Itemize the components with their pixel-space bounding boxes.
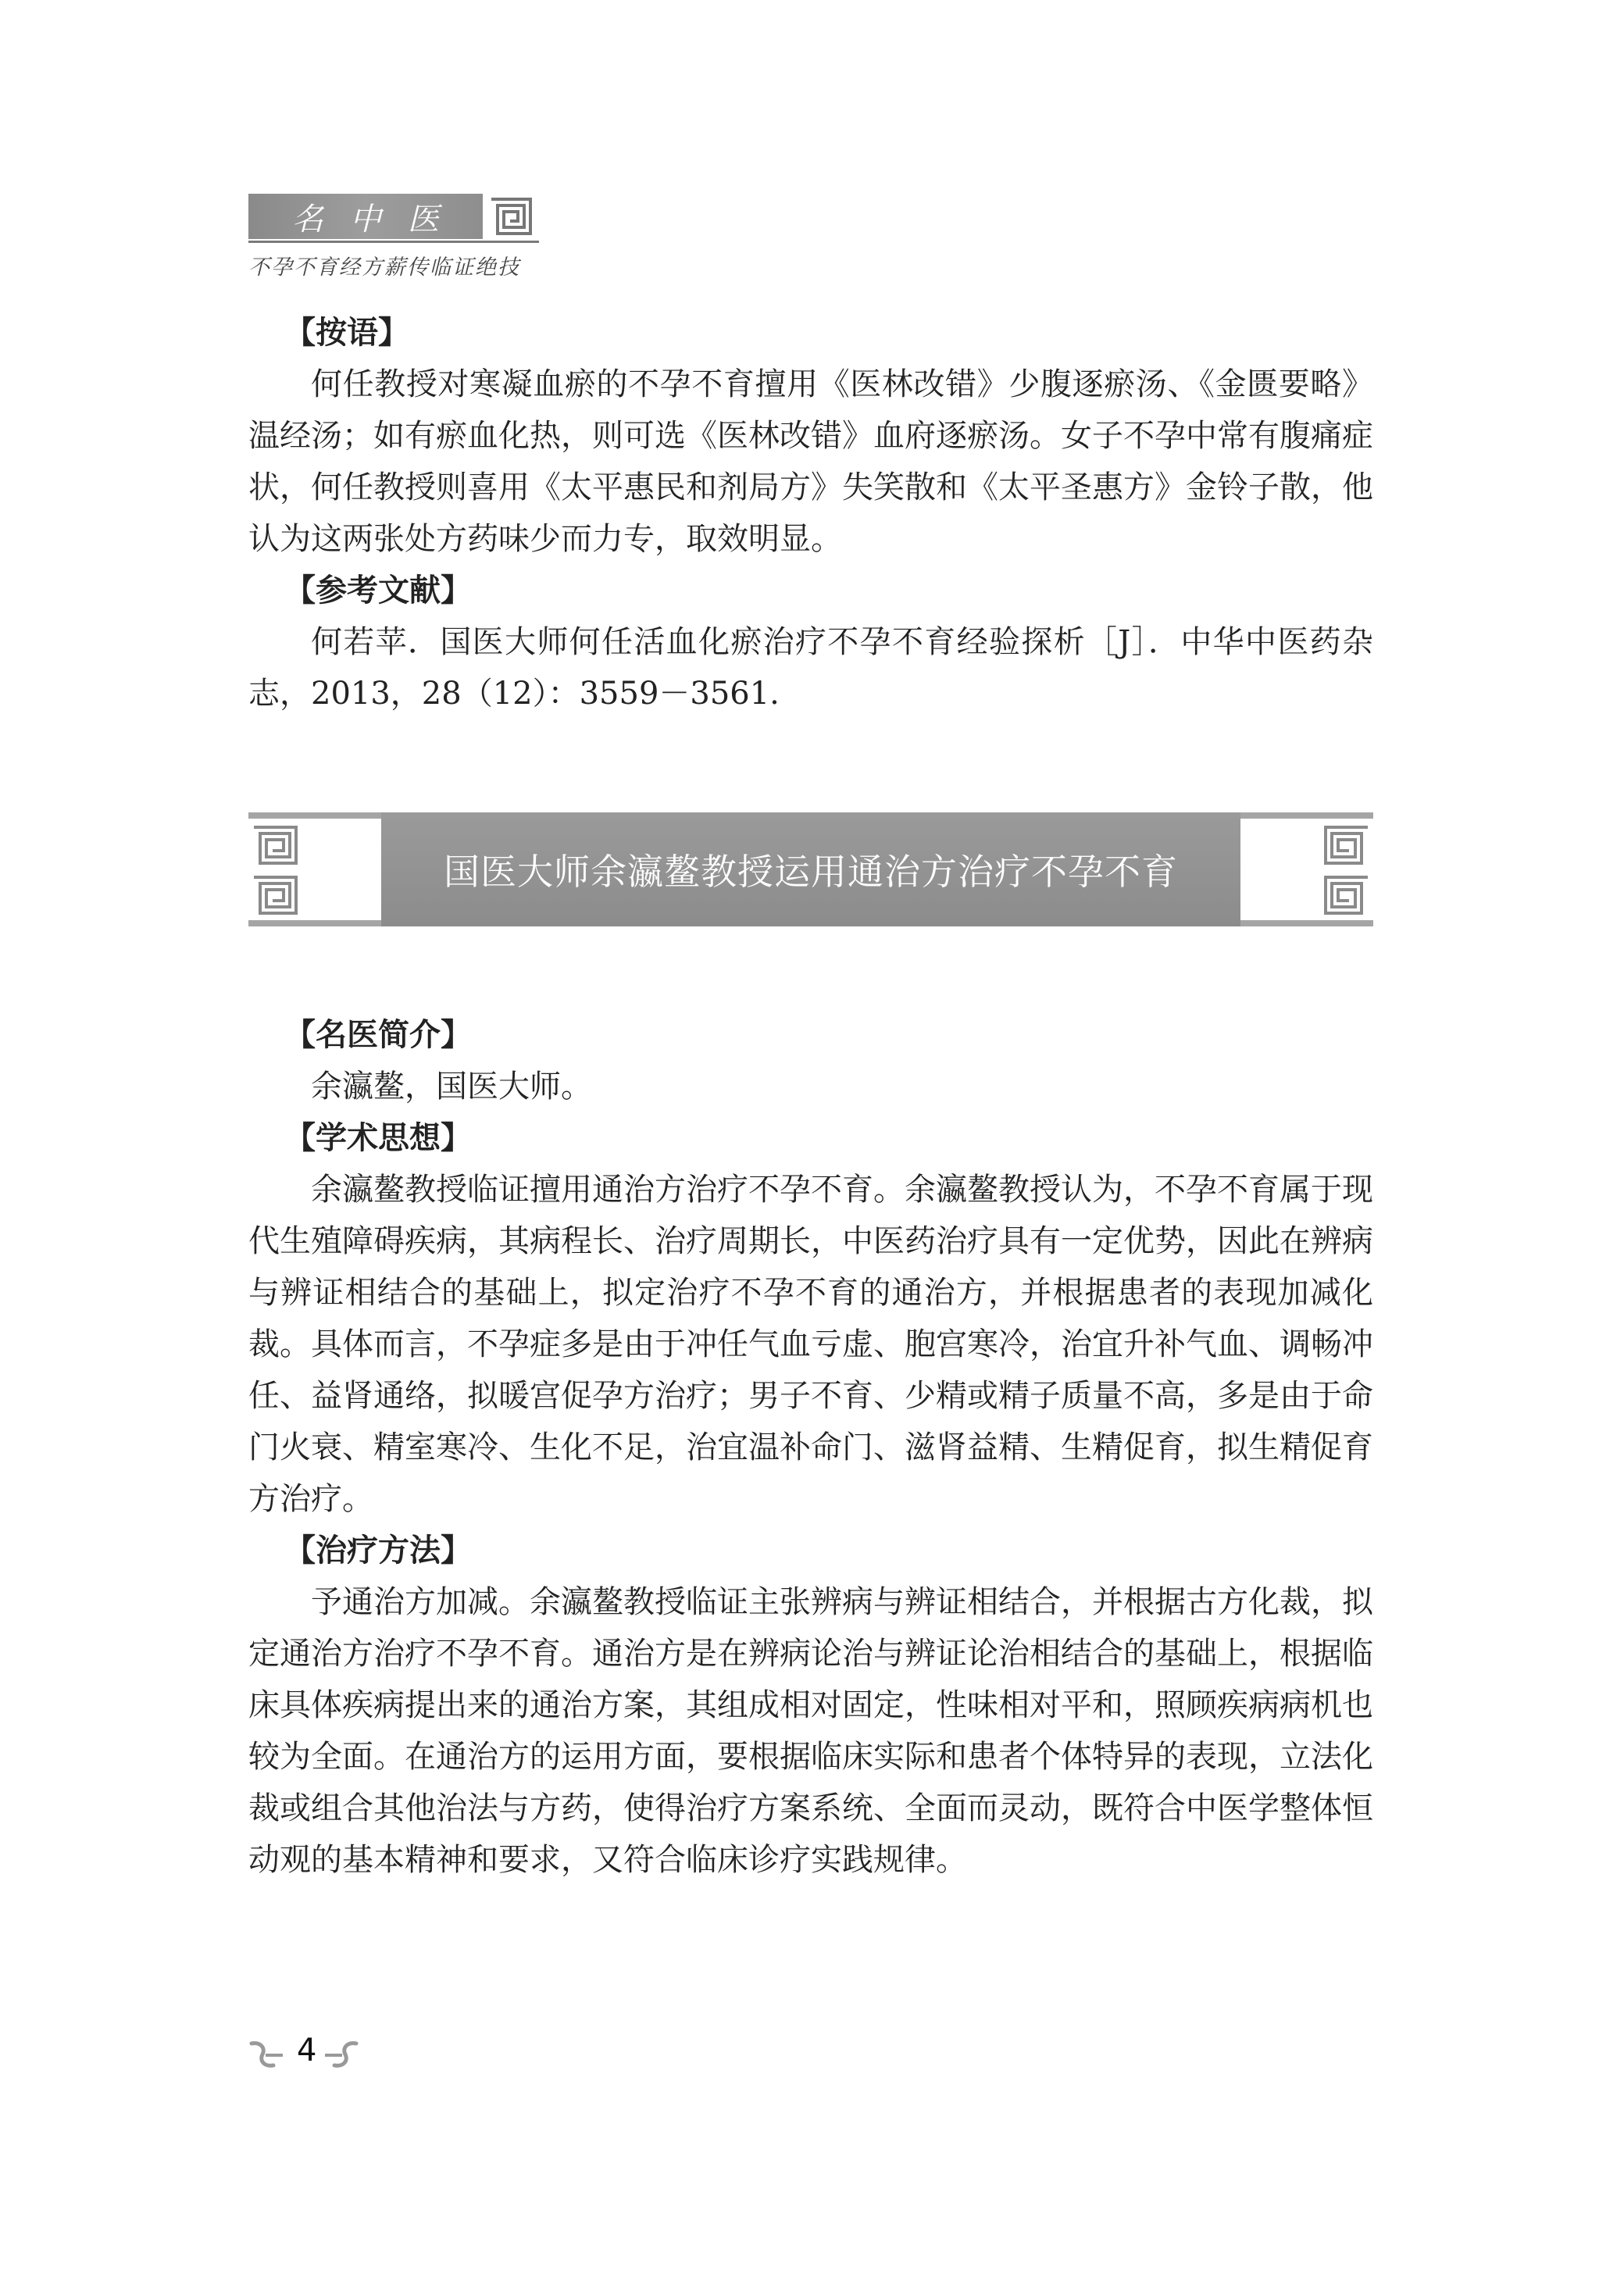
running-header-subtitle: 不孕不育经方薪传临证绝技 [248, 255, 520, 280]
fret-ornament-icon [252, 875, 298, 915]
annotation-section [248, 307, 1373, 719]
section-title: 国医大师余瀛鳌教授运用通治方治疗不孕不育 [444, 851, 1178, 893]
running-header-rule [248, 241, 539, 243]
section-banner [248, 812, 1373, 926]
fret-ornament-icon [489, 197, 533, 236]
page-number: 4 [297, 2033, 317, 2068]
page-number-footer [248, 2031, 381, 2078]
thought-paragraph: 余瀛鳌教授临证擅用通治方治疗不孕不育。余瀛鳌教授认为，不孕不育属于现代生殖障碍疾病，其病程长、治疗周期长，中医药治疗具有一定优势，因此在辨病与辨证相结合的基础上，拟定治疗不孕不育的通治方，并根据患者的表现加减化裁。具体而言，不孕症多是由于冲任气血亏虚、胞宫寒冷，治宜升补气血、调畅冲任、益肾通络，拟暖宫促孕方治疗；男子不育、少精或精子质量不高，多是由于命门火衰、精室寒冷、生化不足，治宜温补命门、滋肾益精、生精促育，拟生精促育方治疗。 [248, 1172, 1373, 1517]
method-heading: 【治疗方法】 [284, 1533, 472, 1569]
intro-paragraph: 余瀛鳌，国医大师。 [311, 1069, 592, 1105]
intro-heading: 【名医简介】 [284, 1017, 472, 1053]
banner-title-panel [381, 812, 1240, 926]
method-paragraph: 予通治方加减。余瀛鳌教授临证主张辨病与辨证相结合，并根据古方化裁，拟定通治方治疗不孕不育。通治方是在辨病论治与辨证论治相结合的基础上，根据临床具体疾病提出来的通治方案，其组成相对固定，性味相对平和，照顾疾病病机也较为全面。在通治方的运用方面，要根据临床实际和患者个体特异的表现，立法化裁或组合其他治法与方药，使得治疗方案系统、全面而灵动，既符合中医学整体恒动观的基本精神和要求，又符合临床诊疗实践规律。 [248, 1584, 1373, 1878]
fret-ornament-icon [1323, 875, 1370, 915]
fret-ornament-icon [1323, 825, 1370, 866]
thought-heading: 【学术思想】 [284, 1120, 472, 1156]
running-header [248, 194, 811, 280]
right-scroll-ornament-icon [323, 2037, 359, 2073]
references-heading: 【参考文献】 [284, 573, 472, 609]
fret-ornament-icon [252, 825, 298, 866]
physician-section [248, 1009, 1373, 1886]
references-paragraph: 何若苹．国医大师何任活血化瘀治疗不孕不育经验探析［J］．中华中医药杂志，2013，28（12）：3559－3561. [248, 624, 1373, 712]
left-scroll-ornament-icon [248, 2037, 284, 2073]
running-header-label: 名中医 [292, 201, 466, 237]
annotation-paragraph: 何任教授对寒凝血瘀的不孕不育擅用《医林改错》少腹逐瘀汤、《金匮要略》温经汤；如有瘀血化热，则可选《医林改错》血府逐瘀汤。女子不孕中常有腹痛症状，何任教授则喜用《太平惠民和剂局方》失笑散和《太平圣惠方》金铃子散，他认为这两张处方药味少而力专，取效明显。 [248, 366, 1373, 557]
annotation-heading: 【按语】 [284, 315, 409, 351]
